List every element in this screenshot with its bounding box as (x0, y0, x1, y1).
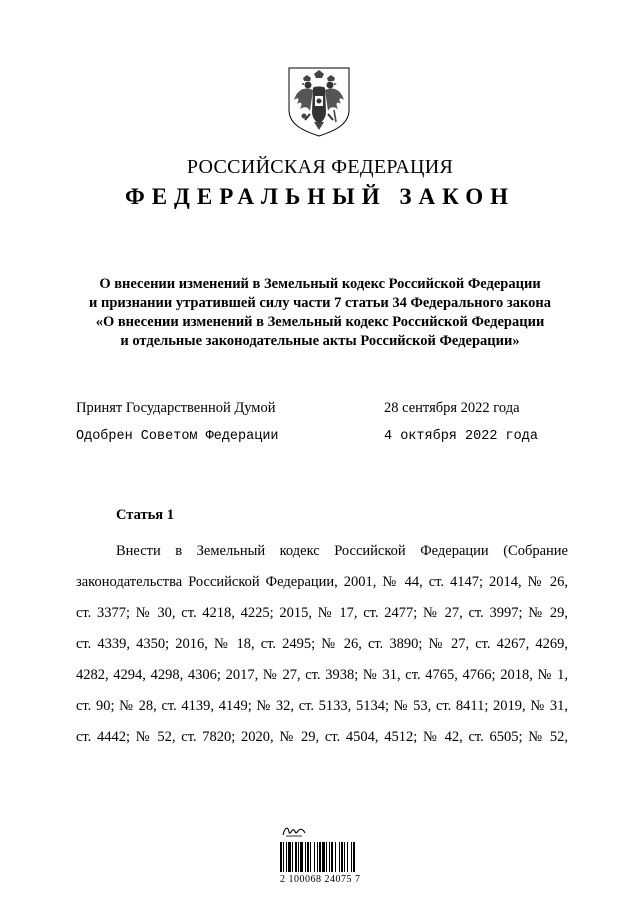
article-line: ст. 4339, 4350; 2016, № 18, ст. 2495; № 26, ст. 3890; № 27, ст. 4267, 4269, (76, 636, 568, 652)
article-line: ст. 3377; № 30, ст. 4218, 4225; 2015, № 17, ст. 2477; № 27, ст. 3997; № 29, (76, 605, 568, 621)
article-line: 4282, 4294, 4298, 4306; 2017, № 27, ст. 3938; № 31, ст. 4765, 4766; 2018, № 1, (76, 667, 568, 683)
article-line: Внести в Земельный кодекс Российской Федерации (Собрание (116, 543, 568, 559)
council-approval-date: 4 октября 2022 года (384, 429, 538, 444)
barcode-number: 2 100068 24075 7 (280, 874, 361, 885)
article-line: ст. 90; № 28, ст. 4139, 4149; № 32, ст. 5133, 5134; № 53, ст. 8411; 2019, № 31, (76, 698, 568, 714)
article-line: законодательства Российской Федерации, 2001, № 44, ст. 4147; 2014, № 26, (76, 574, 568, 590)
council-approval-label: Одобрен Советом Федерации (76, 429, 279, 444)
article-body (76, 536, 568, 753)
barcode-icon (280, 842, 384, 872)
document-type: ФЕДЕРАЛЬНЫЙ ЗАКОН (124, 184, 516, 209)
law-title-line: и отдельные законодательные акты Российской Федерации» (120, 333, 520, 349)
law-title-line: О внесении изменений в Земельный кодекс Российской Федерации (99, 276, 541, 292)
russian-double-headed-eagle-icon (286, 66, 352, 138)
handwritten-initials-icon (280, 824, 308, 838)
duma-adoption-date: 28 сентября 2022 года (384, 400, 520, 416)
law-title-line: и признании утратившей силу части 7 статьи 34 Федерального закона (89, 295, 551, 311)
country-name: РОССИЙСКАЯ ФЕДЕРАЦИЯ (186, 156, 454, 178)
duma-adoption-label: Принят Государственной Думой (76, 400, 276, 416)
article-heading: Статья 1 (116, 507, 174, 523)
law-title (0, 275, 640, 351)
article-line: ст. 4442; № 52, ст. 7820; 2020, № 29, ст. 4504, 4512; № 42, ст. 6505; № 52, (76, 729, 568, 745)
law-title-line: «О внесении изменений в Земельный кодекс Российской Федерации (95, 314, 545, 330)
